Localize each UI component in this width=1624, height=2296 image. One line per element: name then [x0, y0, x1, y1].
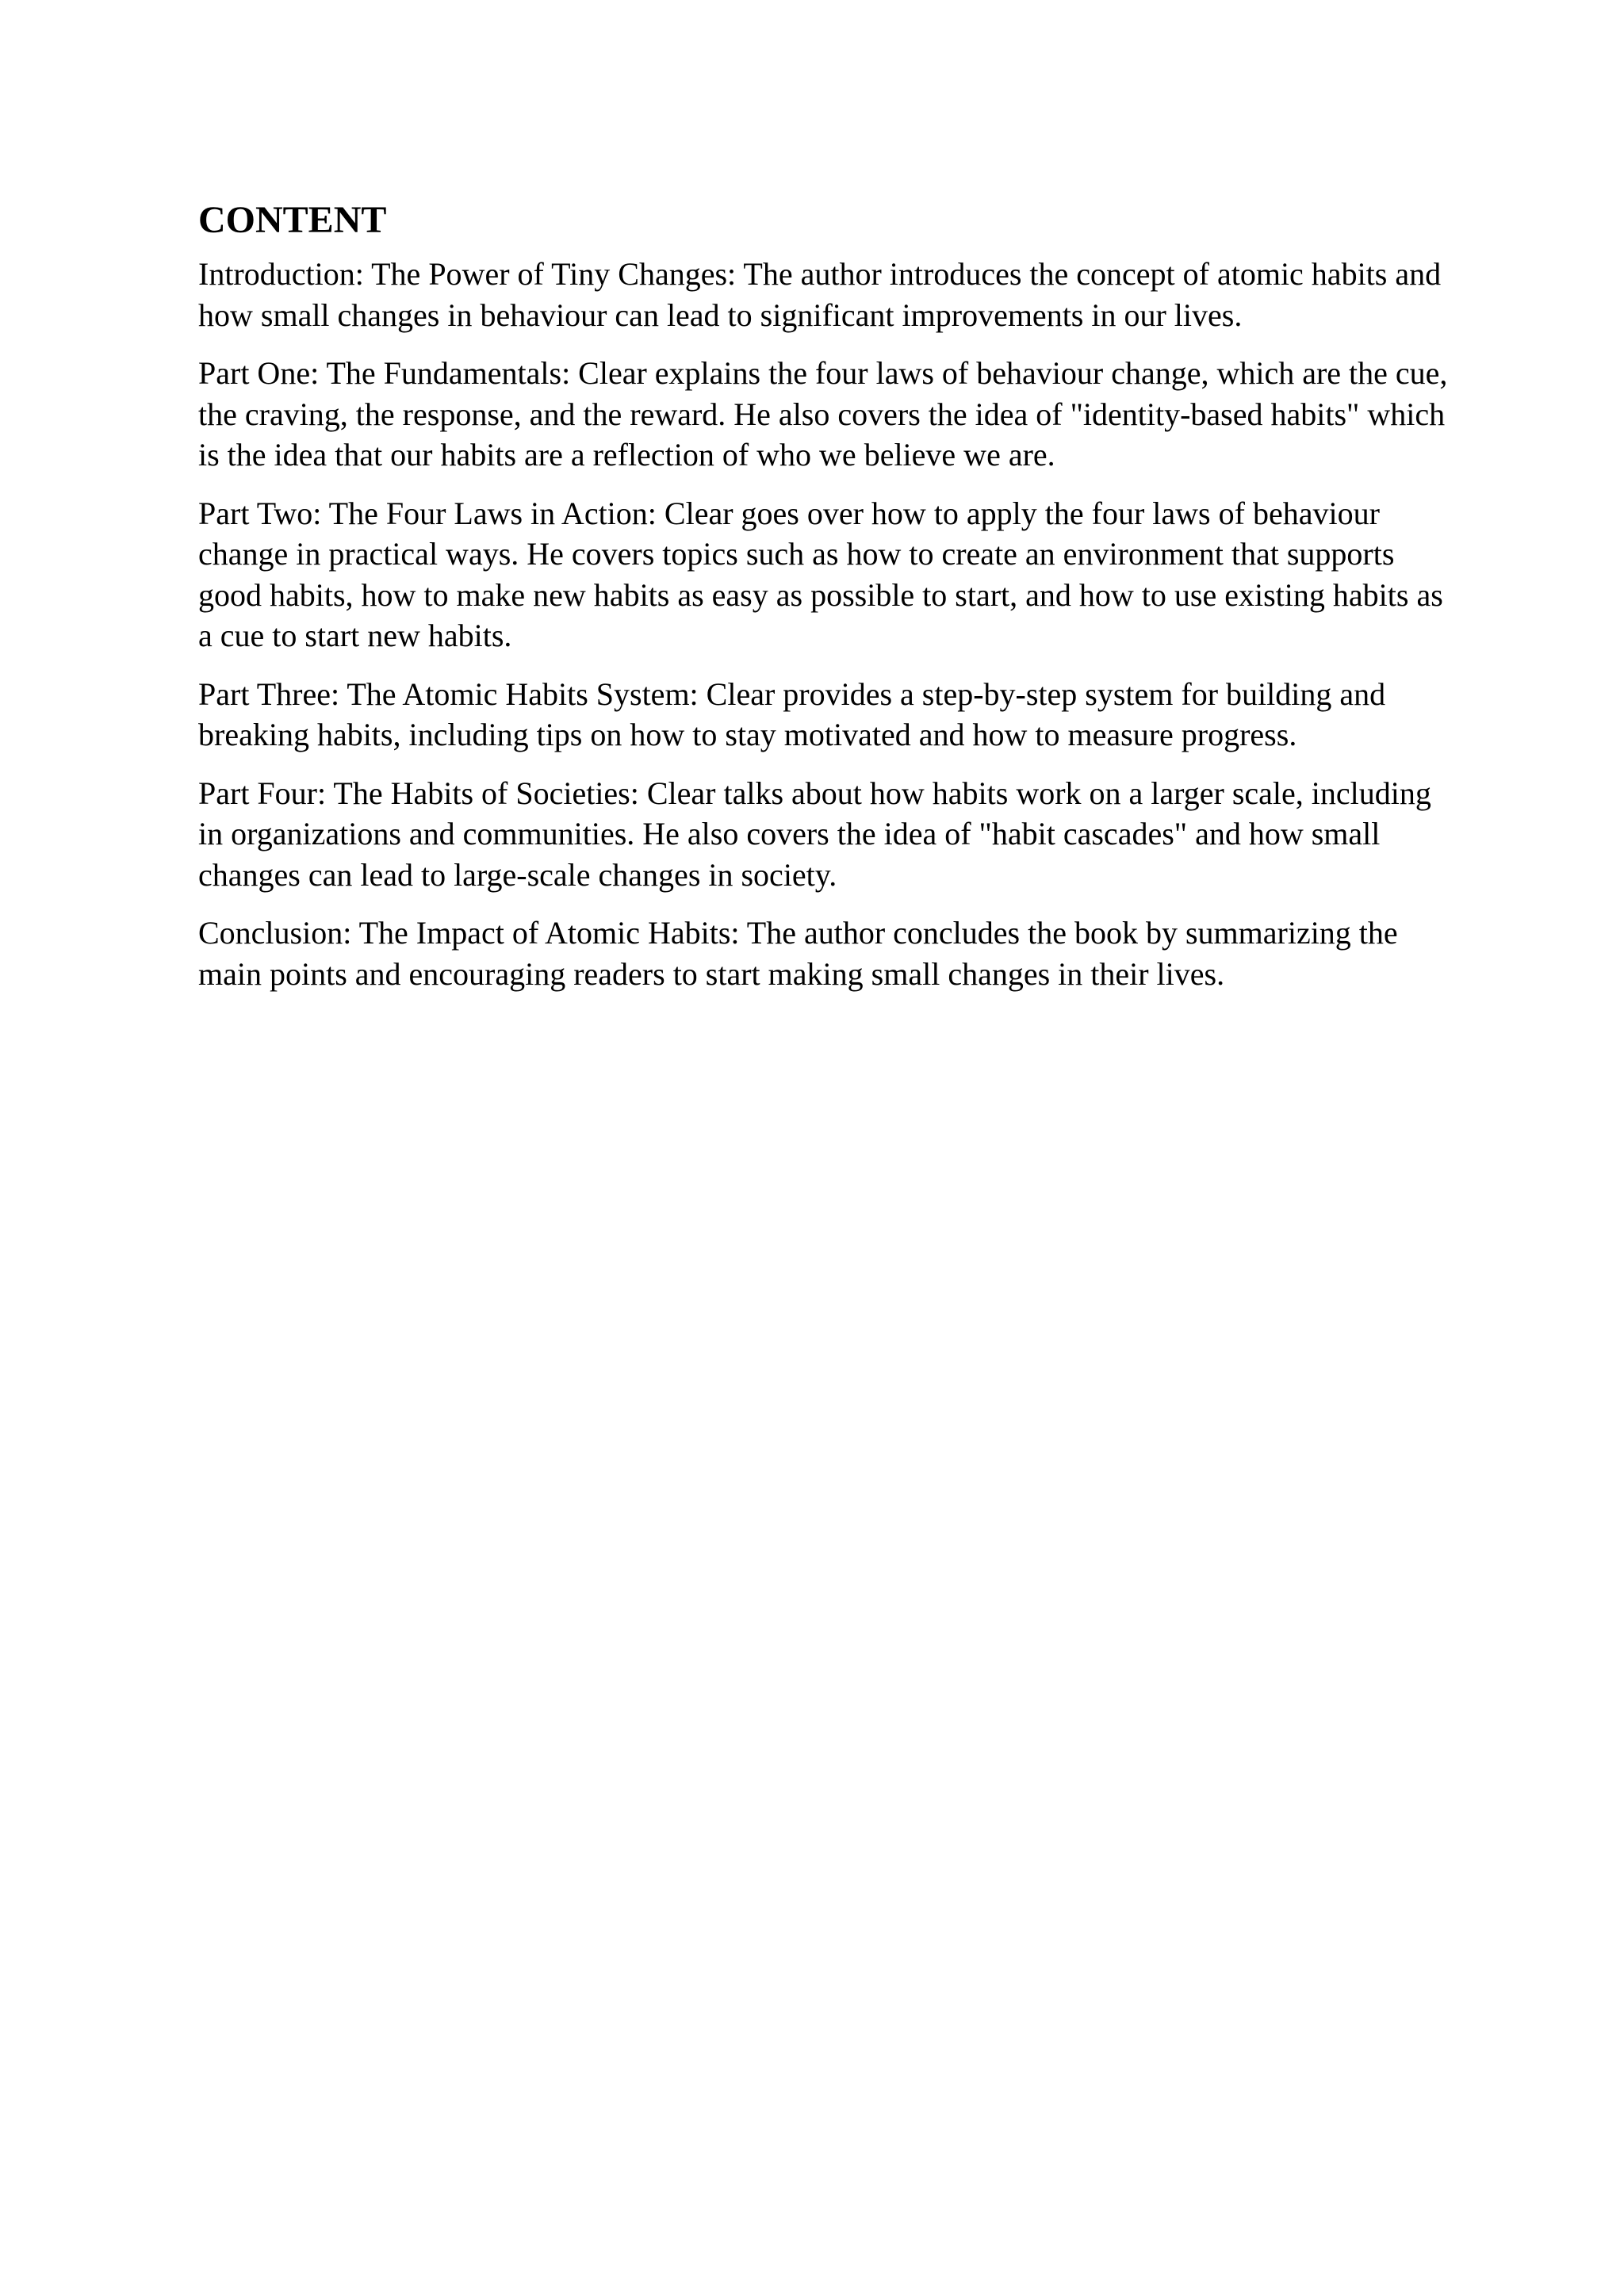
paragraph-part-three: Part Three: The Atomic Habits System: Clear provides a step-by-step system for building and breaking habits, including tips on how to stay motivated and how to measure progress.	[198, 675, 1386, 752]
paragraph-introduction: Introduction: The Power of Tiny Changes: The author introduces the concept of atomic habits and how small changes in behaviour can lead to significant improvements in our lives.	[198, 256, 1442, 333]
paragraph-part-two: Part Two: The Four Laws in Action: Clear goes over how to apply the four laws of behaviour change in practical ways. He covers topics such as how to create an environment that supports good habits, how to make new habits as easy as possible to start, and how to use existing habits as a cue to start new habits.	[198, 495, 1443, 653]
document-content	[198, 195, 1451, 1012]
paragraph-part-one: Part One: The Fundamentals: Clear explains the four laws of behaviour change, which are the cue, the craving, the response, and the reward. He also covers the idea of "identity-based habits" which is the idea that our habits are a reflection of who we believe we are.	[198, 355, 1448, 473]
paragraph-conclusion: Conclusion: The Impact of Atomic Habits: The author concludes the book by summarizing the main points and encouraging readers to start making small changes in their lives.	[198, 915, 1398, 992]
paragraph-part-four: Part Four: The Habits of Societies: Clear talks about how habits work on a larger scale, including in organizations and communities. He also covers the idea of "habit cascades" and how small changes can lead to large-scale changes in society.	[198, 775, 1431, 893]
section-heading: CONTENT	[198, 199, 387, 241]
